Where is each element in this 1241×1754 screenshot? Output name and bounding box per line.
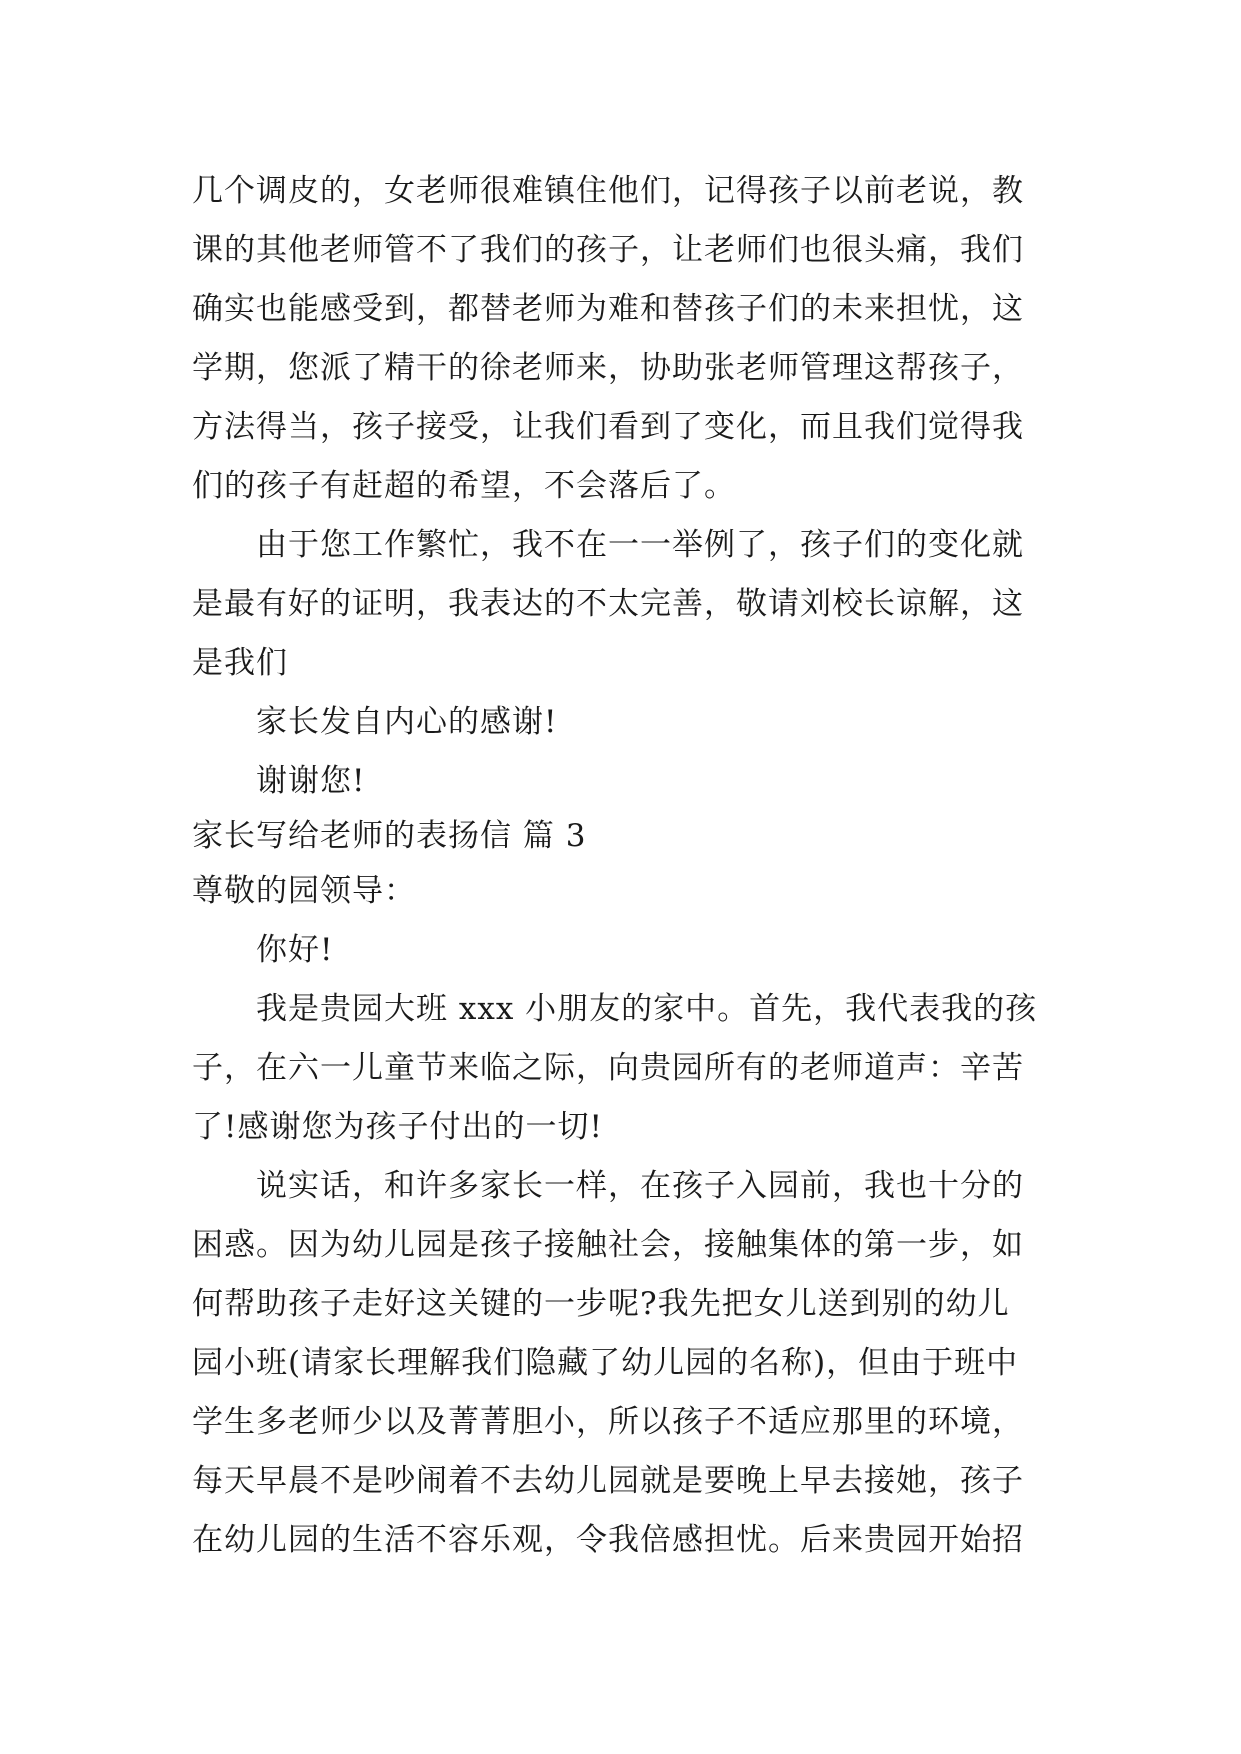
- body-text-line: 园小班(请家长理解我们隐藏了幼儿园的名称)，但由于班中: [192, 1345, 1019, 1381]
- body-text-line: 课的其他老师管不了我们的孩子，让老师们也很头痛，我们: [192, 232, 1024, 268]
- body-text-line: 由于您工作繁忙，我不在一一举例了，孩子们的变化就: [256, 527, 1024, 563]
- body-text-line: 每天早晨不是吵闹着不去幼儿园就是要晚上早去接她，孩子: [192, 1463, 1024, 1499]
- body-text-line: 何帮助孩子走好这关键的一步呢?我先把女儿送到别的幼儿: [192, 1286, 1010, 1322]
- greeting: 你好!: [256, 932, 334, 968]
- body-text-line: 学期，您派了精干的徐老师来，协助张老师管理这帮孩子，: [192, 350, 1024, 386]
- body-text-line: 方法得当，孩子接受，让我们看到了变化，而且我们觉得我: [192, 409, 1024, 445]
- salutation: 尊敬的园领导：: [192, 873, 416, 909]
- body-text-line: 是我们: [192, 645, 288, 681]
- body-text-line: 谢谢您!: [256, 763, 366, 799]
- body-text-line: 我是贵园大班 xxx 小朋友的家中。首先，我代表我的孩: [256, 991, 1038, 1027]
- body-text-line: 是最有好的证明，我表达的不太完善，敬请刘校长谅解，这: [192, 586, 1024, 622]
- body-text-line: 们的孩子有赶超的希望，不会落后了。: [192, 468, 736, 504]
- body-text-line: 说实话，和许多家长一样，在孩子入园前，我也十分的: [256, 1168, 1024, 1204]
- body-text-line: 困惑。因为幼儿园是孩子接触社会，接触集体的第一步，如: [192, 1227, 1024, 1263]
- body-text-line: 学生多老师少以及菁菁胆小，所以孩子不适应那里的环境，: [192, 1404, 1024, 1440]
- body-text-line: 在幼儿园的生活不容乐观，令我倍感担忧。后来贵园开始招: [192, 1522, 1024, 1558]
- body-text-line: 家长发自内心的感谢!: [256, 704, 558, 740]
- body-text-line: 确实也能感受到，都替老师为难和替孩子们的未来担忧，这: [192, 291, 1024, 327]
- body-text-line: 了!感谢您为孩子付出的一切!: [192, 1109, 603, 1145]
- body-text-line: 几个调皮的，女老师很难镇住他们，记得孩子以前老说，教: [192, 173, 1024, 209]
- body-text-line: 子，在六一儿童节来临之际，向贵园所有的老师道声：辛苦: [192, 1050, 1024, 1086]
- section-heading: 家长写给老师的表扬信 篇 3: [192, 818, 587, 854]
